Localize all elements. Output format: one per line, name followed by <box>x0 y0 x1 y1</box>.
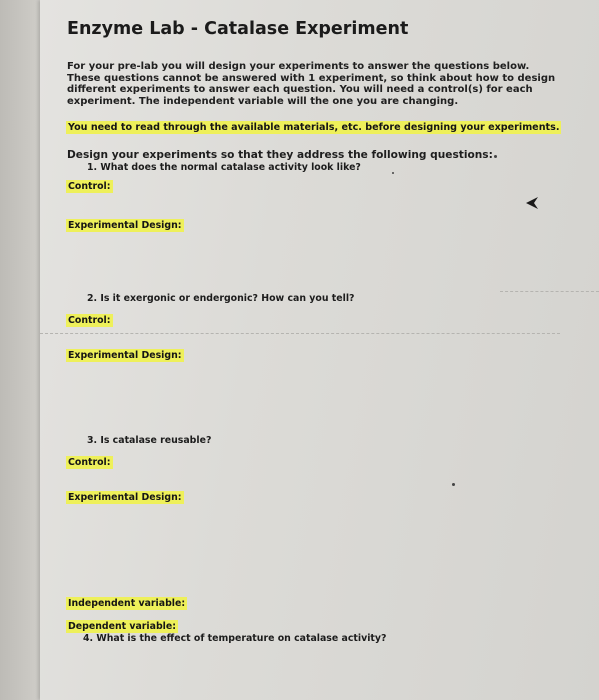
page-fold-line-right <box>500 291 599 292</box>
intro-paragraph <box>67 61 555 107</box>
page-title: Enzyme Lab - Catalase Experiment <box>67 19 409 39</box>
independent-variable-text: Independent variable: <box>68 598 186 609</box>
design-label-text: Experimental Design: <box>68 350 182 361</box>
control-label-text: Control: <box>68 315 111 326</box>
cursor-icon <box>524 195 540 211</box>
stray-mark <box>494 155 497 158</box>
design-heading: Design your experiments so that they address the following questions: <box>67 149 493 161</box>
design-label-text: Experimental Design: <box>68 492 182 503</box>
question-2-control-label <box>66 315 113 326</box>
intro-line: For your pre-lab you will design your experiments to answer the questions below. <box>67 61 530 72</box>
question-2-design-label <box>66 350 184 361</box>
question-1: 1. What does the normal catalase activity look like? <box>87 162 361 173</box>
notice-text: You need to read through the available materials, etc. before designing your experiments. <box>68 122 560 133</box>
question-1-control-label <box>66 181 113 192</box>
background-surface <box>0 0 40 700</box>
question-1-design-label <box>66 220 184 231</box>
dependent-variable-label <box>66 621 178 632</box>
highlighted-notice <box>66 122 561 133</box>
control-label-text: Control: <box>68 457 111 468</box>
page-fold-line <box>40 333 560 334</box>
stray-mark <box>452 483 455 486</box>
question-2: 2. Is it exergonic or endergonic? How can you tell? <box>87 293 355 304</box>
question-3-design-label <box>66 492 184 503</box>
dependent-variable-text: Dependent variable: <box>68 621 177 632</box>
question-4: 4. What is the effect of temperature on catalase activity? <box>83 633 387 644</box>
stray-mark <box>392 172 394 174</box>
question-3-control-label <box>66 457 113 468</box>
intro-line: experiment. The independent variable will the one you are changing. <box>67 95 459 107</box>
control-label-text: Control: <box>68 181 111 192</box>
intro-line: different experiments to answer each question. You will need a control(s) for each <box>67 84 533 95</box>
question-3: 3. Is catalase reusable? <box>87 435 212 446</box>
intro-line: These questions cannot be answered with 1 experiment, so think about how to design <box>67 72 556 84</box>
independent-variable-label <box>66 598 187 609</box>
design-label-text: Experimental Design: <box>68 220 182 231</box>
